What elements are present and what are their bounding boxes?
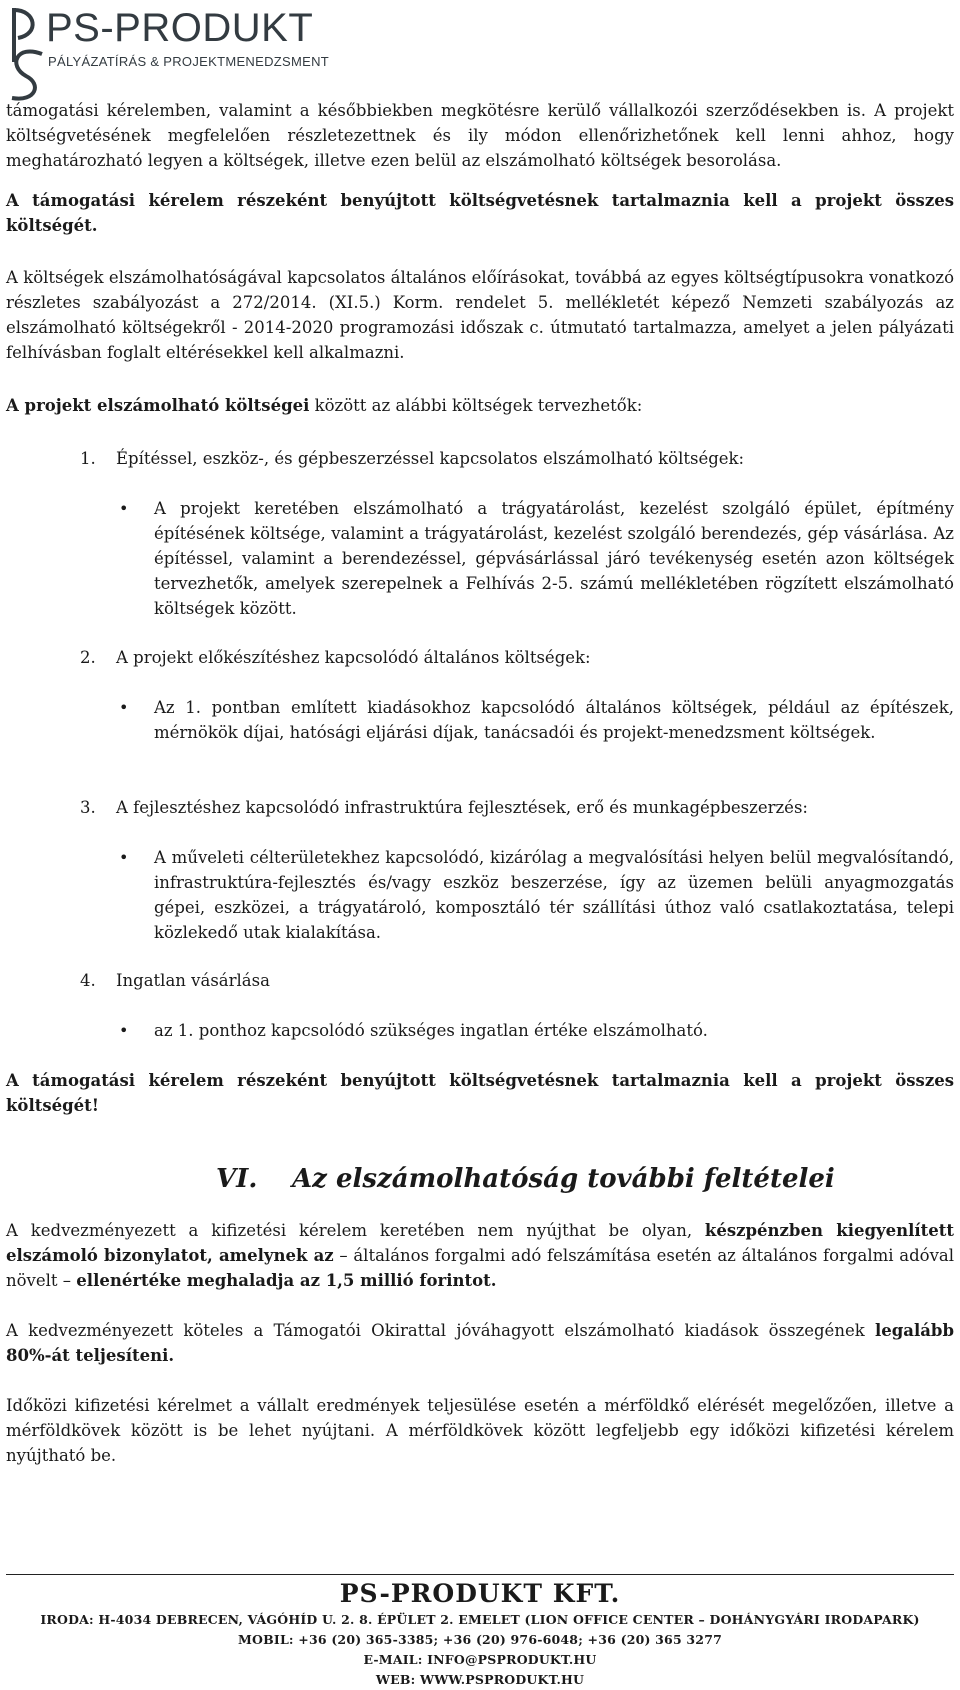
list-item-bullet — [119, 1018, 954, 1043]
ps-logo-mark-icon — [6, 4, 50, 104]
cash-limit-text-c: – általános forgalmi adó felszámítása esetén az általános forgalmi adóval növelt – — [6, 1246, 954, 1290]
section-heading — [216, 1164, 835, 1194]
list-item-title: A projekt előkészítéshez kapcsolódó általános költségek: — [116, 648, 591, 667]
paragraph-eligible-costs — [6, 393, 954, 418]
paragraph-regulation: A költségek elszámolhatóságával kapcsolatos általános előírásokat, továbbá az egyes költségtípusokra vonatkozó részletes szabályozást a 272/2014. (XI.5.) Korm. rendelet 5. mellékletét képező Nemzeti szabályozás az elszámolható költségekről - 2014-2020 programozási időszak c. útmutató tartalmazza, amelyet a jelen pályázati felhívásban foglalt eltérésekkel kell alkalmazni. — [6, 268, 954, 362]
list-item — [80, 446, 940, 471]
footer-divider — [6, 1574, 954, 1575]
cash-limit-text-d: ellenértéke meghaladja az 1,5 millió forintot. — [76, 1271, 497, 1290]
list-item-bullet — [119, 845, 954, 945]
bullet-icon: • — [119, 848, 129, 867]
bullet-text: az 1. ponthoz kapcsolódó szükséges ingatlan értéke elszámolható. — [154, 1021, 708, 1040]
list-item-title: Építéssel, eszköz-, és gépbeszerzéssel kapcsolatos elszámolható költségek: — [116, 449, 745, 468]
footer-web: WEB: WWW.PSPRODUKT.HU — [375, 1672, 585, 1687]
list-item-title: Ingatlan vásárlása — [116, 971, 270, 990]
list-item-number: 1. — [80, 449, 96, 468]
paragraph-budget-requirement: A támogatási kérelem részeként benyújtott költségvetésnek tartalmaznia kell a projekt összes költségét. — [6, 191, 954, 235]
eligible-costs-rest: között az alábbi költségek tervezhetők: — [309, 396, 643, 415]
footer-company: PS-PRODUKT KFT. — [339, 1579, 621, 1608]
bullet-icon: • — [119, 698, 129, 717]
cash-limit-text-a: A kedvezményezett a kifizetési kérelem keretében nem nyújthat be olyan, — [6, 1221, 705, 1240]
list-item — [80, 968, 940, 993]
list-item — [80, 795, 940, 820]
cash-limit-text-b: készpénzben kiegyenlített elszámoló bizonylatot, amelynek az — [6, 1221, 955, 1265]
list-item-number: 2. — [80, 648, 96, 667]
bullet-text: Az 1. pontban említett kiadásokhoz kapcsolódó általános költségek, például az építészek, mérnökök díjai, hatósági eljárási díjak, tanácsadói és projekt-menedzsment költségek. — [154, 698, 954, 742]
footer-email: E-MAIL: INFO@PSPRODUKT.HU — [363, 1652, 597, 1667]
list-item-bullet — [119, 695, 954, 745]
list-item-title: A fejlesztéshez kapcsolódó infrastruktúra fejlesztések, erő és munkagépbeszerzés: — [116, 798, 808, 817]
bullet-text: A műveleti célterületekhez kapcsolódó, kizárólag a megvalósítási helyen belül megvalósítandó, infrastruktúra-fejlesztés és/vagy eszköz beszerzése, így az üzemen belüli anyagmozgatás gépei, eszközei, a trágyatároló, komposztáló tér szállítási úthoz való csatlakoztatása, telepi közlekedő utak kialakítása. — [154, 848, 954, 942]
footer — [0, 1578, 960, 1690]
eligible-costs-bold: A projekt elszámolható költségei — [6, 396, 310, 415]
footer-mobile: MOBIL: +36 (20) 365-3385; +36 (20) 976-6048; +36 (20) 365 3277 — [238, 1632, 722, 1647]
company-logo — [6, 4, 346, 104]
paragraph-cash-limit — [6, 1218, 954, 1293]
paragraph-intro: támogatási kérelemben, valamint a későbbiekben megkötésre kerülő vállalkozói szerződésekben is. A projekt költségvetésének megfelelően részletezettnek és ily módon ellenőrizhetőnek kell lenni ahhoz, hogy meghatározható legyen a költségek, illetve ezen belül az elszámolható költségek besorolása. — [6, 101, 954, 170]
list-item — [80, 645, 940, 670]
logo-title: PS-PRODUKT — [46, 6, 314, 50]
bullet-icon: • — [119, 499, 129, 518]
list-item-number: 4. — [80, 971, 96, 990]
section-number: VI. — [216, 1164, 258, 1194]
bullet-icon: • — [119, 1021, 129, 1040]
bullet-text: A projekt keretében elszámolható a trágyatárolást, kezelést szolgáló épület, építmény építésének költsége, valamint a trágyatárolást, kezelést szolgáló berendezés, gép vásárlása. Az építéssel, valamint a berendezéssel, gépvásárlással járó tevékenység esetén azon költségek tervezhetők, amelyek szerepelnek a Felhívás 2-5. számú mellékletében rögzített elszámolható költségek között. — [154, 499, 954, 618]
fulfilment-text-a: A kedvezményezett köteles a Támogatói Okirattal jóváhagyott elszámolható kiadások összegének — [6, 1321, 875, 1340]
paragraph-fulfilment — [6, 1318, 954, 1368]
list-item-number: 3. — [80, 798, 96, 817]
paragraph-budget-requirement-repeat: A támogatási kérelem részeként benyújtott költségvetésnek tartalmaznia kell a projekt összes költségét! — [6, 1071, 954, 1115]
fulfilment-text-b: legalább 80%-át teljesíteni. — [6, 1321, 954, 1365]
paragraph-interim-payment: Időközi kifizetési kérelmet a vállalt eredmények teljesülése esetén a mérföldkő elérését megelőzően, illetve a mérföldkövek között is be lehet nyújtani. A mérföldkövek között legfeljebb egy időközi kifizetési kérelem nyújtható be. — [6, 1396, 954, 1465]
section-title: Az elszámolhatóság további feltételei — [292, 1164, 835, 1194]
footer-address: IRODA: H-4034 DEBRECEN, VÁGÓHÍD U. 2. 8. ÉPÜLET 2. EMELET (LION OFFICE CENTER – DOHÁNYGYÁRI IRODAPARK) — [40, 1612, 920, 1627]
logo-subtitle: PÁLYÁZATÍRÁS & PROJEKTMENEDZSMENT — [48, 54, 330, 69]
list-item-bullet — [119, 496, 954, 621]
